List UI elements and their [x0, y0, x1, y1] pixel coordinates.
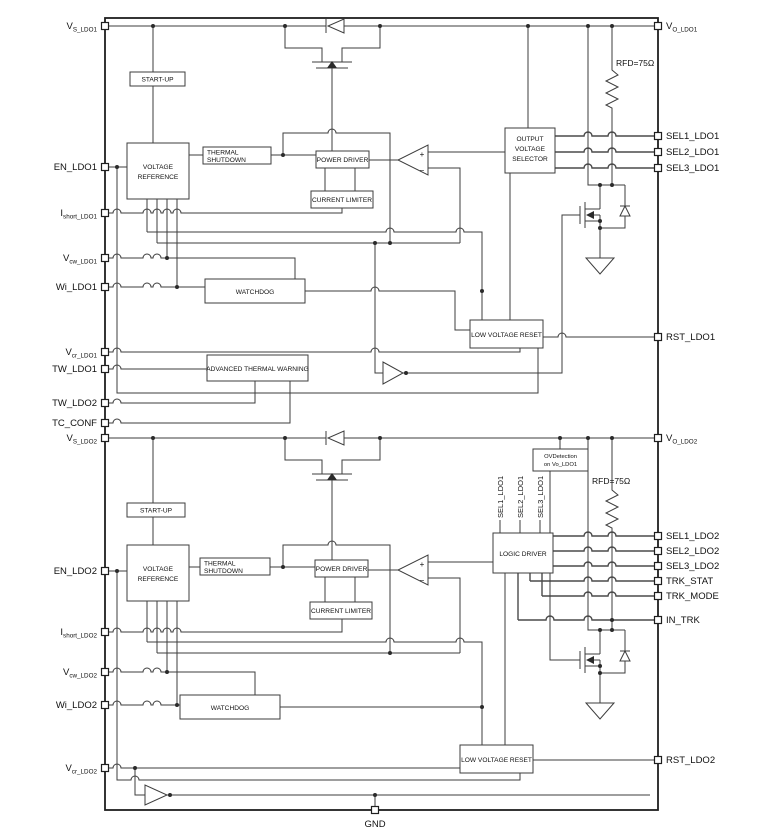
- pin-label: [52, 364, 97, 375]
- rfd-resistor-label-ldo1: RFD=75Ω: [616, 58, 655, 68]
- pin-label-main: SEL3_LDO1: [666, 163, 720, 174]
- pin-label-main: RST_LDO2: [666, 755, 716, 766]
- pin-rst-ldo1: [655, 334, 662, 341]
- pin-label: [666, 433, 698, 446]
- wire: [285, 438, 322, 474]
- pin-label: [666, 576, 713, 587]
- block-label: REFERENCE: [137, 174, 179, 181]
- wire: [285, 26, 322, 62]
- block-label: VOLTAGE: [142, 164, 174, 171]
- pin-label-main: TC_CONF: [52, 418, 97, 429]
- pin-vs-ldo1: [102, 23, 109, 30]
- pin-label-main: SEL1_LDO2: [666, 531, 720, 542]
- wire: [283, 129, 390, 243]
- amp-plus-label: +: [419, 560, 425, 569]
- wire: [553, 547, 654, 551]
- wire: [109, 348, 520, 352]
- pin-label-sub: O_LDO1: [672, 26, 698, 34]
- pin-label-sub: S_LDO1: [72, 26, 97, 34]
- wire: [375, 243, 383, 373]
- block-label: START-UP: [140, 507, 172, 515]
- block-label: CURRENT LIMITER: [311, 608, 371, 615]
- block-label: THERMAL: [204, 560, 236, 568]
- pin-vo-ldo1: [655, 23, 662, 30]
- pin-label-main: SEL2_LDO1: [666, 147, 720, 158]
- block-label: START-UP: [141, 76, 174, 84]
- pin-vcw-ldo2: [102, 669, 109, 676]
- pin-en-ldo2: [102, 568, 109, 575]
- block-label: on Vo_LDO1: [543, 462, 578, 468]
- pin-label-sub: short_LDO2: [63, 632, 97, 640]
- wire: [147, 228, 482, 320]
- pin-label-main: V: [65, 347, 72, 358]
- wire: [555, 132, 654, 136]
- block-label: CURRENT LIMITER: [312, 197, 372, 204]
- pin-label-main: V: [66, 433, 73, 444]
- nmos-icon: [580, 630, 600, 703]
- block-label: VOLTAGE: [142, 566, 174, 573]
- pin-label: [666, 332, 715, 343]
- pin-trk-stat: [655, 578, 662, 585]
- block-label: OUTPUT: [516, 136, 544, 143]
- block-label: ADVANCED THERMAL WARNING: [206, 366, 309, 373]
- pin-label: [666, 615, 700, 626]
- pin-label-main: TRK_MODE: [666, 591, 719, 602]
- pin-label-main: I: [60, 208, 64, 219]
- block-label: POWER DRIVER: [316, 157, 369, 164]
- pin-label-sub: cr_LDO2: [71, 768, 97, 776]
- pin-label-sub: cw_LDO1: [69, 258, 97, 266]
- left-pins: [52, 21, 108, 776]
- block-label: POWER DRIVER: [315, 566, 368, 573]
- block-label: VOLTAGE: [514, 146, 546, 153]
- wire: [553, 532, 654, 536]
- pin-vcw-ldo1: [102, 255, 109, 262]
- pin-trk-mode: [655, 593, 662, 600]
- pin-label: [666, 21, 698, 34]
- pin-rst-ldo2: [655, 757, 662, 764]
- right-pins: [655, 21, 720, 766]
- wire: [109, 208, 342, 213]
- buffer-icon: [383, 362, 403, 384]
- rfd-resistor-label-ldo2: RFD=75Ω: [592, 476, 631, 486]
- wire: [403, 215, 580, 373]
- wire: [555, 164, 654, 168]
- pin-sel1-ldo2: [655, 533, 662, 540]
- block-label: LOGIC DRIVER: [499, 551, 547, 558]
- wire: [588, 438, 625, 630]
- pin-label-main: SEL3_LDO2: [666, 561, 720, 572]
- voltage-reference-block-ldo2: [127, 545, 189, 601]
- pin-sel3-ldo2: [655, 563, 662, 570]
- buffer-icon: [145, 785, 167, 805]
- pin-label: [56, 700, 97, 711]
- wire: [147, 638, 482, 745]
- pin-sel1-ldo1: [655, 133, 662, 140]
- wire: [109, 764, 460, 768]
- pin-label-main: RST_LDO1: [666, 332, 716, 343]
- pin-label-main: TW_LDO1: [52, 364, 97, 375]
- nmos-body-arrow-icon: [586, 211, 594, 219]
- voltage-reference-block-ldo1: [127, 143, 189, 199]
- wire: [283, 541, 390, 653]
- pin-label-main: V: [65, 763, 72, 774]
- pin-label: [54, 566, 97, 577]
- pin-label: [54, 162, 97, 173]
- sel1-ldo1-vertical-label: SEL1_LDO1: [496, 475, 505, 518]
- pin-tw-ldo1: [102, 366, 109, 373]
- pin-label: [65, 347, 97, 360]
- wire: [109, 283, 205, 287]
- ground-icon: [586, 703, 614, 719]
- pin-sel3-ldo1: [655, 165, 662, 172]
- wire: [542, 573, 654, 596]
- wires-ldo1: [105, 19, 654, 423]
- pin-wi-ldo2: [102, 702, 109, 709]
- pin-label: [666, 546, 719, 557]
- wire: [555, 148, 654, 152]
- wire: [109, 381, 290, 423]
- amp-minus-label: −: [419, 166, 425, 175]
- pin-label-main: Wi_LDO1: [55, 282, 97, 293]
- block-label: LOW VOLTAGE RESET: [461, 757, 532, 764]
- wire: [109, 365, 207, 369]
- body-diode-icon: [620, 651, 630, 661]
- pin-label: [60, 627, 97, 640]
- pin-vo-ldo2: [655, 435, 662, 442]
- wire: [109, 619, 342, 632]
- body-diode-icon: [620, 206, 630, 216]
- sel3-ldo1-vertical-label: SEL3_LDO1: [536, 475, 545, 518]
- pin-label-main: V: [666, 433, 673, 444]
- block-label: WATCHDOG: [235, 289, 275, 296]
- pin-label: [67, 21, 98, 34]
- wire: [550, 573, 580, 660]
- pin-label-main: V: [666, 21, 673, 32]
- pin-ishort-ldo1: [102, 210, 109, 217]
- nmos-body-arrow-icon: [586, 656, 594, 664]
- amp-plus-label: +: [419, 150, 425, 159]
- rail-diode-icon: [328, 431, 344, 445]
- pin-label: [56, 282, 97, 293]
- wire: [109, 668, 255, 695]
- rail-diode-icon: [328, 19, 344, 33]
- pin-label: [666, 531, 719, 542]
- block-label: SHUTDOWN: [207, 157, 246, 164]
- block-label: THERMAL: [207, 149, 239, 157]
- pin-label-main: Wi_LDO2: [55, 700, 97, 711]
- wire: [305, 287, 470, 330]
- pin-label-main: V: [63, 253, 70, 264]
- pin-vs-ldo2: [102, 435, 109, 442]
- nmos-icon: [580, 185, 600, 258]
- pin-label-main: V: [63, 667, 70, 678]
- pin-label-sub: cw_LDO2: [69, 672, 97, 680]
- wire: [530, 573, 654, 581]
- pin-label: [666, 131, 719, 142]
- ic-boundary: [105, 18, 658, 810]
- pin-label: [67, 433, 98, 446]
- pin-label-main: GND: [364, 819, 386, 830]
- pin-label-main: I: [60, 627, 64, 638]
- wire: [325, 577, 355, 602]
- pin-label: [666, 755, 715, 766]
- wire: [342, 438, 380, 474]
- pin-label: [52, 418, 97, 429]
- ground-icon: [586, 258, 614, 274]
- pin-label-main: EN_LDO2: [53, 566, 97, 577]
- pin-label: [60, 208, 97, 221]
- pin-label-sub: O_LDO2: [672, 438, 698, 446]
- pin-vcr-ldo1: [102, 349, 109, 356]
- pin-tw-ldo2: [102, 400, 109, 407]
- pin-sel2-ldo1: [655, 149, 662, 156]
- wire: [109, 701, 180, 705]
- wire: [543, 333, 654, 337]
- pin-label: [666, 147, 719, 158]
- pin-label: [52, 398, 97, 409]
- wire: [500, 520, 540, 533]
- pin-label-sub: cr_LDO1: [71, 352, 97, 360]
- pin-wi-ldo1: [102, 284, 109, 291]
- pin-label-sub: short_LDO1: [63, 213, 97, 221]
- wires-ldo2: [105, 431, 654, 806]
- pin-in-trk: [655, 617, 662, 624]
- amp-minus-label: −: [419, 576, 425, 585]
- pin-en-ldo1: [102, 164, 109, 171]
- pin-label-main: SEL1_LDO1: [666, 131, 720, 142]
- block-label: REFERENCE: [137, 576, 179, 583]
- pin-label: [63, 253, 97, 266]
- pin-label: [666, 163, 719, 174]
- pin-label-main: IN_TRK: [666, 615, 700, 626]
- block-label: LOW VOLTAGE RESET: [471, 332, 542, 339]
- wire: [553, 562, 654, 566]
- wire: [342, 26, 380, 62]
- pin-label: [65, 763, 97, 776]
- pin-label-sub: S_LDO2: [72, 438, 97, 446]
- pin-sel2-ldo2: [655, 548, 662, 555]
- pin-label: [666, 591, 719, 602]
- pin-tc-conf: [102, 420, 109, 427]
- block-label: WATCHDOG: [210, 705, 250, 712]
- block-label: OVDetection: [544, 454, 577, 460]
- pin-label-main: TRK_STAT: [666, 576, 714, 587]
- pin-label: [364, 819, 385, 830]
- pin-label: [63, 667, 97, 680]
- wire: [135, 768, 145, 795]
- wire: [109, 254, 295, 279]
- wire: [325, 168, 355, 191]
- pin-label: [666, 561, 719, 572]
- sel2-ldo1-vertical-label: SEL2_LDO1: [516, 475, 525, 518]
- pin-label-main: EN_LDO1: [53, 162, 97, 173]
- block-label: SHUTDOWN: [204, 568, 243, 575]
- pin-gnd: [372, 807, 379, 814]
- pin-vcr-ldo2: [102, 765, 109, 772]
- pin-label-main: SEL2_LDO2: [666, 546, 720, 557]
- pin-ishort-ldo2: [102, 629, 109, 636]
- pin-label-main: V: [66, 21, 73, 32]
- block-label: SELECTOR: [512, 156, 548, 163]
- pin-label-main: TW_LDO2: [52, 398, 97, 409]
- pullup-resistor-icon: [606, 26, 618, 185]
- wire: [109, 381, 255, 403]
